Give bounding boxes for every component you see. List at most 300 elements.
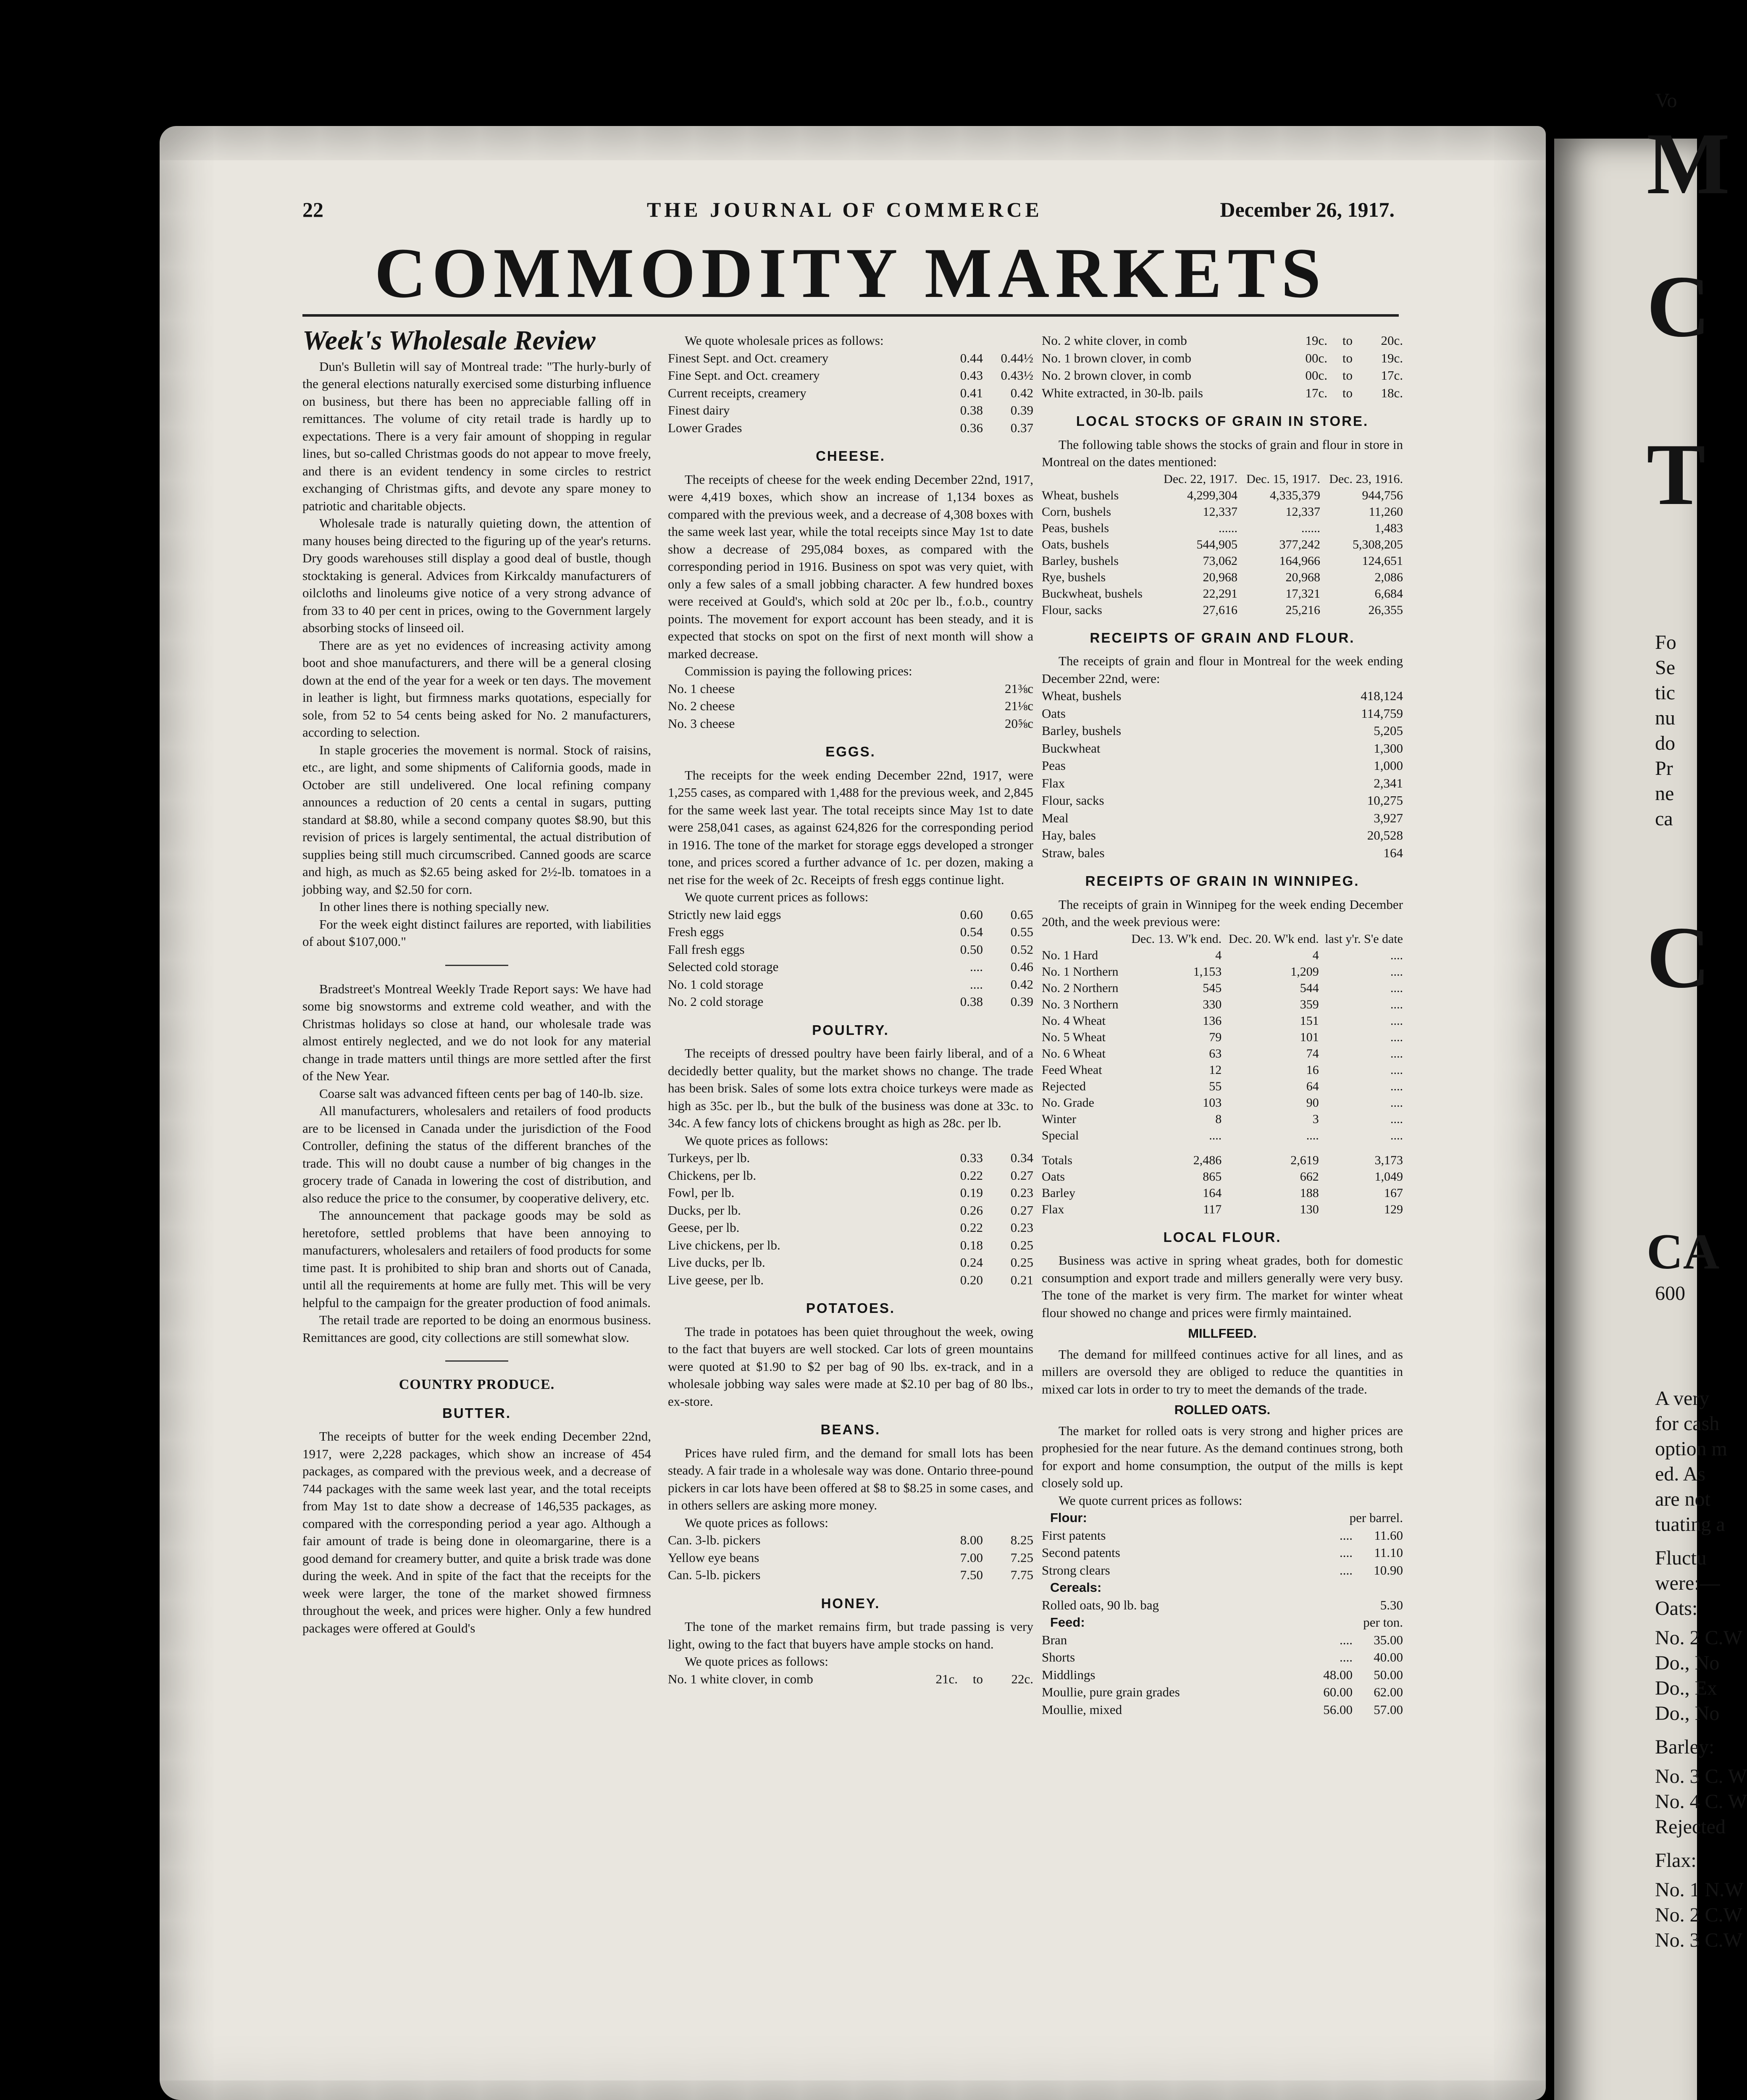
cell-value: .... <box>1390 1046 1403 1060</box>
cell-value: 944,756 <box>1362 488 1403 502</box>
cell-value: .... <box>1390 1013 1403 1028</box>
item-name: White extracted, in 30-lb. pails <box>1042 385 1203 400</box>
paragraph: There are as yet no evidences of increasing activity among boot and shoe manufacturers, and there will be a general closing down at the end of the year for a week or ten days. The movement in leather is light, but firmness marks quotations, especially for sole, from 52 to 54 cents being asked for No. 2 manufacturers, according to selection. <box>302 638 651 740</box>
cell-value: 20,968 <box>1203 570 1237 584</box>
winnipeg-text: The receipts of grain in Winnipeg for the week ending December 20th, and the week previous were: <box>1042 897 1403 929</box>
price-value: 418,124 <box>1361 688 1403 703</box>
table-row <box>1042 947 1403 963</box>
price-value: 20,528 <box>1367 828 1403 843</box>
edge-text-fragment: Se <box>1655 656 1675 679</box>
edge-text-fragment: option m <box>1655 1438 1728 1460</box>
price-value: 7.00 <box>960 1550 983 1565</box>
price-row <box>1042 774 1403 792</box>
edge-text-fragment: nu <box>1655 707 1675 729</box>
price-row <box>668 402 1033 419</box>
cell-value: .... <box>1390 948 1403 962</box>
heading-cheese: CHEESE. <box>816 448 885 464</box>
price-row: No. 1 white clover, in comb 21c. to 22c. <box>668 1671 1033 1686</box>
item-name: Strong clears <box>1042 1562 1110 1578</box>
price-value: .... <box>970 959 983 974</box>
cell-value: 1,209 <box>1290 964 1319 979</box>
eggs-intro: We quote current prices as follows: <box>685 890 869 904</box>
cell-value: 8 <box>1215 1112 1222 1126</box>
cell-value: 129 <box>1384 1202 1403 1216</box>
item-name: Strictly new laid eggs <box>668 907 781 922</box>
price-row <box>668 419 1033 437</box>
cell-value: .... <box>1209 1128 1222 1142</box>
item-name: Peas <box>1042 758 1066 773</box>
price-value: 19c. <box>1305 333 1327 348</box>
price-value: 0.21 <box>1010 1272 1033 1287</box>
price-row <box>668 1149 1033 1167</box>
item-name: Live ducks, per lb. <box>668 1255 765 1270</box>
row-label: No. 4 Wheat <box>1042 1013 1106 1028</box>
row-label: No. Grade <box>1042 1095 1094 1110</box>
column-2 <box>668 332 1033 1688</box>
cell-value: 151 <box>1300 1013 1319 1028</box>
row-label: Totals <box>1042 1153 1072 1167</box>
price-value: 164 <box>1383 845 1403 860</box>
cell-value: 124,651 <box>1362 554 1403 568</box>
price-value: 5.30 <box>1380 1597 1403 1612</box>
item-name: Fall fresh eggs <box>668 942 745 957</box>
cell-value: ...... <box>1301 521 1320 535</box>
heading-country-produce: COUNTRY PRODUCE. <box>399 1377 555 1392</box>
table-row <box>1042 980 1403 996</box>
cell-value: 4,335,379 <box>1269 488 1320 502</box>
edge-text-fragment: tic <box>1655 682 1675 704</box>
price-row <box>668 1167 1033 1184</box>
row-label: Oats, bushels <box>1042 537 1109 551</box>
price-value: 8.00 <box>960 1533 983 1547</box>
price-value: 114,759 <box>1361 706 1403 721</box>
edge-text-fragment: Rejected <box>1655 1816 1726 1838</box>
poultry-text: The receipts of dressed poultry have been fairly liberal, and of a decidedly better quality, but the market shows no change. The trade has been brisk. Sales of some lots extra choice turkeys were made as high as 35c. per lb., but the bulk of the business was done at 33c. to 34c. A few fancy lots of chickens brought as high as 28c. per lb. <box>668 1046 1033 1130</box>
edge-text-fragment: ne <box>1655 782 1674 805</box>
price-row <box>668 976 1033 993</box>
edge-text-fragment: C <box>1647 258 1710 355</box>
item-name: Hay, bales <box>1042 828 1096 843</box>
cell-value: 662 <box>1300 1169 1319 1184</box>
price-value: .... <box>1340 1545 1353 1560</box>
price-value: 0.34 <box>1010 1150 1033 1165</box>
flour-label-row: Flour: per barrel. <box>1050 1510 1403 1525</box>
price-value: 21⅛c <box>1004 698 1033 713</box>
price-value: 0.44 <box>960 350 983 365</box>
cell-value: 130 <box>1300 1202 1319 1216</box>
price-value: 0.23 <box>1010 1185 1033 1200</box>
table-row <box>1042 1185 1403 1201</box>
price-value: 1,000 <box>1374 758 1403 773</box>
price-value: 35.00 <box>1374 1632 1403 1647</box>
row-label: No. 1 Northern <box>1042 964 1119 979</box>
item-name: Can. 5-lb. pickers <box>668 1567 761 1582</box>
eggs-text: The receipts for the week ending December 22nd, 1917, were 1,255 cases, as compared with 1,488 for the previous week, and 2,845 for the same week last year. The total receipts since May 1st to date were 258,041 cases, as against 624,826 for the corresponding period in 1916. The tone of the market for storage eggs developed a stronger tone, and prices scored a further advance of 1c. per dozen, making a net rise for the week of 2c. Receipts of fresh eggs continue light. <box>668 767 1033 887</box>
paragraph: In staple groceries the movement is normal. Stock of raisins, etc., are light, and some shipments of California goods, made in October are still undelivered. One local refining company announces a reduction of 20 cents a cental in sugars, putting standard at $8.80, while a second company quotes $8.90, but this revision of prices is largely sentimental, the actual distribution of supplies being still much circumscribed. Canned goods are scarce and high, as much as $2.65 being asked for 2½-lb. tomatoes in a jobbing way, and $2.50 for corn. <box>302 742 651 897</box>
edge-text-fragment: Do., No <box>1655 1702 1720 1725</box>
item-name: Shorts <box>1042 1650 1075 1664</box>
item-name: Middlings <box>1042 1667 1095 1682</box>
price-value: 0.37 <box>1010 420 1033 435</box>
table-row <box>1042 569 1403 585</box>
price-row <box>1042 827 1403 844</box>
price-value: 40.00 <box>1374 1650 1403 1664</box>
price-row <box>1042 757 1403 774</box>
table-row <box>1042 585 1403 602</box>
row-label: Special <box>1042 1128 1079 1142</box>
table-row <box>1042 1152 1403 1168</box>
cheese-intro: Commission is paying the following prices: <box>685 664 912 678</box>
price-value: 2,341 <box>1374 775 1403 790</box>
price-value: 62.00 <box>1374 1685 1403 1699</box>
cell-value: .... <box>1390 1112 1403 1126</box>
cell-value: 4 <box>1215 948 1222 962</box>
cell-value: 64 <box>1306 1079 1319 1093</box>
item-name: Second patents <box>1042 1545 1120 1560</box>
stocks-table <box>1042 471 1403 618</box>
cheese-text: The receipts of cheese for the week ending December 22nd, 1917, were 4,419 boxes, which show an increase of 1,134 boxes as compared with the previous week, and a decrease of 4,308 boxes with the same week last year, while the total receipts since May 1st to date show a decrease of 295,084 boxes, as compared with the corresponding period in 1916. Business on spot was very quiet, with only a few sales of a small jobbing character. A few hundred boxes were received at Gould's, which sold at 20c per lb., f.o.b., country points. The movement for export account has been steady, and it is expected that stocks on spot on the first of next month will show a marked decrease. <box>668 472 1033 661</box>
edge-text-fragment: were:— <box>1655 1572 1720 1594</box>
price-row <box>1042 1562 1403 1579</box>
price-value: 0.42 <box>1010 976 1033 992</box>
cell-value: 16 <box>1306 1063 1319 1077</box>
price-value: to <box>1342 333 1353 348</box>
row-label: No. 2 Northern <box>1042 981 1119 995</box>
cereals-label-row: Cereals: <box>1050 1580 1102 1595</box>
edge-text-fragment: ed. As <box>1655 1463 1705 1485</box>
cell-value: 167 <box>1384 1186 1403 1200</box>
price-row <box>1042 1631 1403 1649</box>
table-row <box>1042 553 1403 569</box>
price-row <box>668 367 1033 384</box>
price-row <box>1042 844 1403 862</box>
price-row <box>668 1219 1033 1236</box>
price-value: 57.00 <box>1374 1702 1403 1717</box>
heading-winnipeg: RECEIPTS OF GRAIN IN WINNIPEG. <box>1085 873 1360 889</box>
cell-value: 1,483 <box>1374 521 1403 535</box>
cell-value: .... <box>1390 1079 1403 1093</box>
cell-value: 17,321 <box>1285 586 1320 601</box>
row-label: Barley <box>1042 1186 1075 1200</box>
row-label: No. 3 Northern <box>1042 997 1119 1011</box>
cell-value: 2,486 <box>1193 1153 1222 1167</box>
row-label: No. 5 Wheat <box>1042 1030 1106 1044</box>
price-value: 0.41 <box>960 385 983 400</box>
item-name: No. 3 cheese <box>668 716 735 731</box>
table-row <box>1042 1168 1403 1185</box>
row-label: Wheat, bushels <box>1042 488 1119 502</box>
paragraph: Bradstreet's Montreal Weekly Trade Report says: We have had some big snowstorms and extreme cold weather, and with the Christmas holidays so close at hand, our wholesale trade was almost entirely neglected, and we do not look for any material change in trade matters until things are more settled after the first of the New Year. <box>302 981 651 1083</box>
table-row <box>1042 1078 1403 1095</box>
cell-value: 5,308,205 <box>1353 537 1403 551</box>
beans-intro: We quote prices as follows: <box>685 1515 828 1530</box>
potatoes-text: The trade in potatoes has been quiet throughout the week, owing to the fact that buyers are well stocked. Car lots of green mountains were quoted at $1.90 to $2 per bag of 90 lbs. ex-track, and in a wholesale jobbing way sales were made at $2.10 per bag of 80 lbs., ex-store. <box>668 1324 1033 1409</box>
price-row <box>668 1271 1033 1289</box>
paragraph: The announcement that package goods may be sold as heretofore, settled problems that have been annoying to manufacturers, wholesalers and retailers of food products for some time past. It is prohibited to ship bran and shorts out of Canada, until all the requirements at home are fully met. This will be very helpful to the campaign for the greater production of food animals. <box>302 1208 651 1310</box>
price-value: 00c. <box>1305 368 1327 383</box>
divider <box>445 1360 508 1362</box>
edge-text-fragment: ca <box>1655 808 1673 830</box>
row-label: Flax <box>1042 1202 1064 1216</box>
price-value: 0.39 <box>1010 403 1033 417</box>
cell-value: ...... <box>1218 521 1237 535</box>
cell-value: 74 <box>1306 1046 1319 1060</box>
heading-honey: HONEY. <box>821 1595 880 1611</box>
edge-text-fragment: Do., Ex <box>1655 1677 1717 1699</box>
price-value: 7.50 <box>960 1567 983 1582</box>
row-label: Flour, sacks <box>1042 603 1102 617</box>
price-value: 3,927 <box>1374 810 1403 825</box>
column-header: Dec. 15, 1917. <box>1246 472 1320 486</box>
price-row <box>668 349 1033 367</box>
edge-text-fragment: Flax: <box>1655 1849 1697 1872</box>
journal-name: THE JOURNAL OF COMMERCE <box>647 198 1043 221</box>
heading-beans: BEANS. <box>820 1422 881 1437</box>
table-row <box>1042 1111 1403 1127</box>
price-value: 0.55 <box>1010 924 1033 939</box>
row-label: Corn, bushels <box>1042 504 1111 519</box>
price-value: 0.23 <box>1010 1220 1033 1235</box>
item-name: Current receipts, creamery <box>668 385 807 400</box>
item-name: Turkeys, per lb. <box>668 1150 750 1165</box>
item-name: Oats <box>1042 706 1066 721</box>
price-value: .... <box>1340 1650 1353 1664</box>
cell-value: 117 <box>1203 1202 1222 1216</box>
edge-text-fragment: T <box>1647 426 1706 523</box>
cell-value: 12,337 <box>1285 504 1320 519</box>
item-name: No. 1 brown clover, in comb <box>1042 350 1192 365</box>
table-row <box>1042 1062 1403 1078</box>
column-3 <box>1042 332 1403 1718</box>
table-row <box>1042 1095 1403 1111</box>
price-value: 0.42 <box>1010 385 1033 400</box>
price-value: 0.52 <box>1010 942 1033 957</box>
edge-text-fragment: No. 2 C.W <box>1655 1904 1742 1926</box>
edge-text-fragment: are not <box>1655 1488 1710 1510</box>
heading-butter: BUTTER. <box>442 1405 511 1421</box>
issue-date: December 26, 1917. <box>1220 198 1395 221</box>
price-row <box>668 1254 1033 1271</box>
edge-text-fragment: No. 3 C. W <box>1655 1765 1747 1788</box>
row-label: Rejected <box>1042 1079 1086 1093</box>
price-value: 50.00 <box>1374 1667 1403 1682</box>
heading-poultry: POULTRY. <box>812 1022 889 1038</box>
price-row <box>668 1566 1033 1584</box>
edge-text-fragment: Fo <box>1655 631 1676 654</box>
price-row <box>668 1236 1033 1254</box>
item-name: Live chickens, per lb. <box>668 1237 780 1252</box>
cell-value: 90 <box>1306 1095 1319 1110</box>
price-value: 20c. <box>1381 333 1403 348</box>
price-value: 0.26 <box>960 1202 983 1218</box>
price-row <box>1042 809 1403 827</box>
price-value: 17c. <box>1305 385 1327 400</box>
price-row <box>1042 740 1403 757</box>
cell-value: .... <box>1390 981 1403 995</box>
cell-value: .... <box>1390 997 1403 1011</box>
cell-value: 544,905 <box>1196 537 1237 551</box>
table-row <box>1042 1029 1403 1045</box>
table-row <box>1042 963 1403 980</box>
cell-value: 11,260 <box>1369 504 1403 519</box>
cell-value: 20,968 <box>1285 570 1320 584</box>
cell-value: 4,299,304 <box>1187 488 1237 502</box>
price-row <box>668 923 1033 941</box>
item-name: Moullie, mixed <box>1042 1702 1122 1717</box>
running-head <box>302 197 1395 223</box>
price-value: 0.22 <box>960 1220 983 1235</box>
price-row <box>668 680 1033 698</box>
item-name: No. 1 cold storage <box>668 976 764 992</box>
paragraph: Coarse salt was advanced fifteen cents per bag of 140-lb. size. <box>319 1086 644 1101</box>
cell-value: 544 <box>1300 981 1319 995</box>
price-row <box>1042 1683 1403 1701</box>
price-value: 11.10 <box>1374 1545 1403 1560</box>
paragraph: Dun's Bulletin will say of Montreal trade: "The hurly-burly of the general elections naturally exercised some disturbing influence on business, but there has been no appreciable falling off in remittances. The volume of city retail trade is hardly up to expectations. There is a very fair amount of shopping in regular lines, but so-called Christmas goods do not appear to move freely, and there is an evident tendency in some circles to restrict exchanging of Christmas gifts, and devote any spare money to patriotic and charitable objects. <box>302 359 651 513</box>
masthead-rule <box>302 314 1399 317</box>
edge-text-fragment: tuating a <box>1655 1513 1725 1536</box>
price-value: 0.43 <box>960 368 983 383</box>
cell-value: 330 <box>1203 997 1222 1011</box>
price-row <box>1042 705 1403 722</box>
heading-receipts-grain-flour: RECEIPTS OF GRAIN AND FLOUR. <box>1090 630 1355 646</box>
price-row <box>668 384 1033 402</box>
item-name: Finest Sept. and Oct. creamery <box>668 350 829 365</box>
receipts-text: The receipts of grain and flour in Montreal for the week ending December 22nd, were: <box>1042 654 1403 686</box>
cell-value: 4 <box>1312 948 1319 962</box>
flour-text: Business was active in spring wheat grades, both for domestic consumption and export trade and millers generally were very busy. The tone of the market is very firm. The market for winter wheat flour showed no change and prices were firmly maintained. <box>1042 1253 1403 1320</box>
cell-value: 377,242 <box>1279 537 1320 551</box>
page-number: 22 <box>302 198 323 221</box>
price-row <box>668 1531 1033 1549</box>
table-row <box>1042 1013 1403 1029</box>
price-value: 0.19 <box>960 1185 983 1200</box>
item-name: Moullie, pure grain grades <box>1042 1685 1180 1699</box>
price-row <box>1042 1666 1403 1684</box>
item-name: Finest dairy <box>668 403 730 417</box>
table-row <box>1042 1045 1403 1062</box>
price-value: 0.24 <box>960 1255 983 1270</box>
price-value: 18c. <box>1381 385 1403 400</box>
table-row <box>1042 996 1403 1013</box>
price-value: 0.65 <box>1010 907 1033 922</box>
row-label: Feed Wheat <box>1042 1063 1102 1077</box>
item-name: No. 2 cold storage <box>668 994 764 1009</box>
price-value: 0.38 <box>960 403 983 417</box>
edge-text-fragment: Oats: <box>1655 1597 1698 1620</box>
price-value: 5,205 <box>1374 723 1403 738</box>
cell-value: 6,684 <box>1374 586 1403 601</box>
item-name: Barley, bushels <box>1042 723 1122 738</box>
price-value: 17c. <box>1381 368 1403 383</box>
cell-value: 188 <box>1300 1186 1319 1200</box>
price-row <box>668 715 1033 732</box>
price-row <box>1042 1527 1403 1544</box>
column-header: Dec. 22, 1917. <box>1164 472 1237 486</box>
price-value: 10.90 <box>1374 1562 1403 1578</box>
edge-text-fragment: No. 4 C. W <box>1655 1790 1747 1813</box>
item-name: Straw, bales <box>1042 845 1105 860</box>
price-value: 0.38 <box>960 994 983 1009</box>
cell-value: 55 <box>1209 1079 1222 1093</box>
edge-text-fragment: Pr <box>1655 757 1673 780</box>
price-value: 56.00 <box>1323 1702 1353 1717</box>
item-name: Wheat, bushels <box>1042 688 1122 703</box>
item-name: No. 2 cheese <box>668 698 735 713</box>
table-row <box>1042 1201 1403 1218</box>
cell-value: 79 <box>1209 1030 1222 1044</box>
edge-text-fragment: for cash <box>1655 1412 1720 1435</box>
oats-text: The market for rolled oats is very strong and higher prices are prophesied for the near future. As the demand continues strong, both for export and home consumption, the output of the mills is kept closely sold up. <box>1042 1423 1403 1490</box>
table-row <box>1042 1127 1403 1144</box>
price-value: 0.22 <box>960 1168 983 1183</box>
cell-value: 22,291 <box>1203 586 1237 601</box>
cell-value: 101 <box>1300 1030 1319 1044</box>
price-row <box>1042 367 1403 384</box>
column-1 <box>302 325 651 1637</box>
edge-text-fragment: 600 <box>1655 1282 1685 1305</box>
edge-text-fragment: M <box>1647 115 1730 213</box>
price-row <box>668 906 1033 924</box>
butter-text: The receipts of butter for the week ending December 22nd, 1917, were 2,228 packages, which show an increase of 454 packages, as compared with the previous week, and a decrease of 744 packages with the same week last year, and the total receipts from May 1st to date show a decrease of 146,535 packages, as compared with the corresponding period a year ago. Although a fair amount of trade is being done in oleomargarine, there is a good demand for creamery butter, and quite a brisk trade was done during the week. And in spite of the fact that the receipts for the week were larger, the tone of the market showed firmness throughout the week, and prices were higher. Only a few hundred packages were offered at Gould's <box>302 1429 651 1635</box>
item-name: No. 1 cheese <box>668 681 735 696</box>
cell-value: 63 <box>1209 1046 1222 1060</box>
price-row <box>1042 1596 1403 1614</box>
row-label: No. 1 Hard <box>1042 948 1098 962</box>
item-name: Meal <box>1042 810 1069 825</box>
paragraph: In other lines there is nothing specially new. <box>319 899 549 914</box>
divider <box>445 965 508 966</box>
column-header: Dec. 23, 1916. <box>1329 472 1403 486</box>
price-value: 0.20 <box>960 1272 983 1287</box>
stocks-text: The following table shows the stocks of grain and flour in store in Montreal on the dates mentioned: <box>1042 437 1403 469</box>
edge-text-fragment: CA <box>1647 1223 1720 1279</box>
price-row <box>1042 384 1403 402</box>
price-value: 0.43½ <box>1001 368 1033 383</box>
price-row <box>1042 722 1403 740</box>
price-row <box>668 941 1033 958</box>
edge-text-fragment: C <box>1647 909 1710 1006</box>
cell-value: 164 <box>1203 1186 1222 1200</box>
row-label: Rye, bushels <box>1042 570 1106 584</box>
cell-value: 25,216 <box>1285 603 1320 617</box>
item-name: Rolled oats, 90 lb. bag <box>1042 1597 1159 1612</box>
paragraph: Wholesale trade is naturally quieting down, the attention of many houses being directed to the figuring up of the year's returns. Dry goods warehouses still display a good deal of bustle, though stocktaking is general. Advices from Kirkcaldy manufacturers of oilcloths and linoleums give notice of a very strong advance of from 33 to 40 per cent in prices, owing to the Government largely absorbing stocks of linseed oil. <box>302 516 651 635</box>
item-name: Selected cold storage <box>668 959 779 974</box>
millfeed-text: The demand for millfeed continues active for all lines, and as millers are oversold they are obliged to reduce the quantities in mixed car lots in order to try to meet the demands of the trade. <box>1042 1347 1403 1396</box>
price-value: 11.60 <box>1374 1528 1403 1543</box>
item-name: Lower Grades <box>668 420 742 435</box>
price-row <box>668 1202 1033 1219</box>
honey-intro: We quote prices as follows: <box>685 1654 828 1669</box>
price-row <box>1042 792 1403 809</box>
price-value: 0.54 <box>960 924 983 939</box>
table-row <box>1042 487 1403 504</box>
price-value: .... <box>1340 1528 1353 1543</box>
price-value: 48.00 <box>1323 1667 1353 1682</box>
edge-text-fragment: No. 1 N.W <box>1655 1879 1744 1901</box>
edge-text-fragment: Barley: <box>1655 1736 1715 1758</box>
price-row <box>1042 349 1403 367</box>
paragraph: For the week eight distinct failures are reported, with liabilities of about $107,000." <box>302 916 651 949</box>
price-value: 10,275 <box>1367 793 1403 808</box>
beans-text: Prices have ruled firm, and the demand for small lots has been steady. A fair trade in a wholesale way was done. Ontario three-pound pickers in car lots have been offered at $8 to $8.25 in some cases, and in others sellers are asking more money. <box>668 1445 1033 1512</box>
heading-eggs: EGGS. <box>825 744 876 759</box>
column-header: last y'r. S'e date <box>1325 932 1403 946</box>
cell-value: 12 <box>1209 1063 1222 1077</box>
item-name: Buckwheat <box>1042 740 1101 756</box>
item-name: Fresh eggs <box>668 924 724 939</box>
